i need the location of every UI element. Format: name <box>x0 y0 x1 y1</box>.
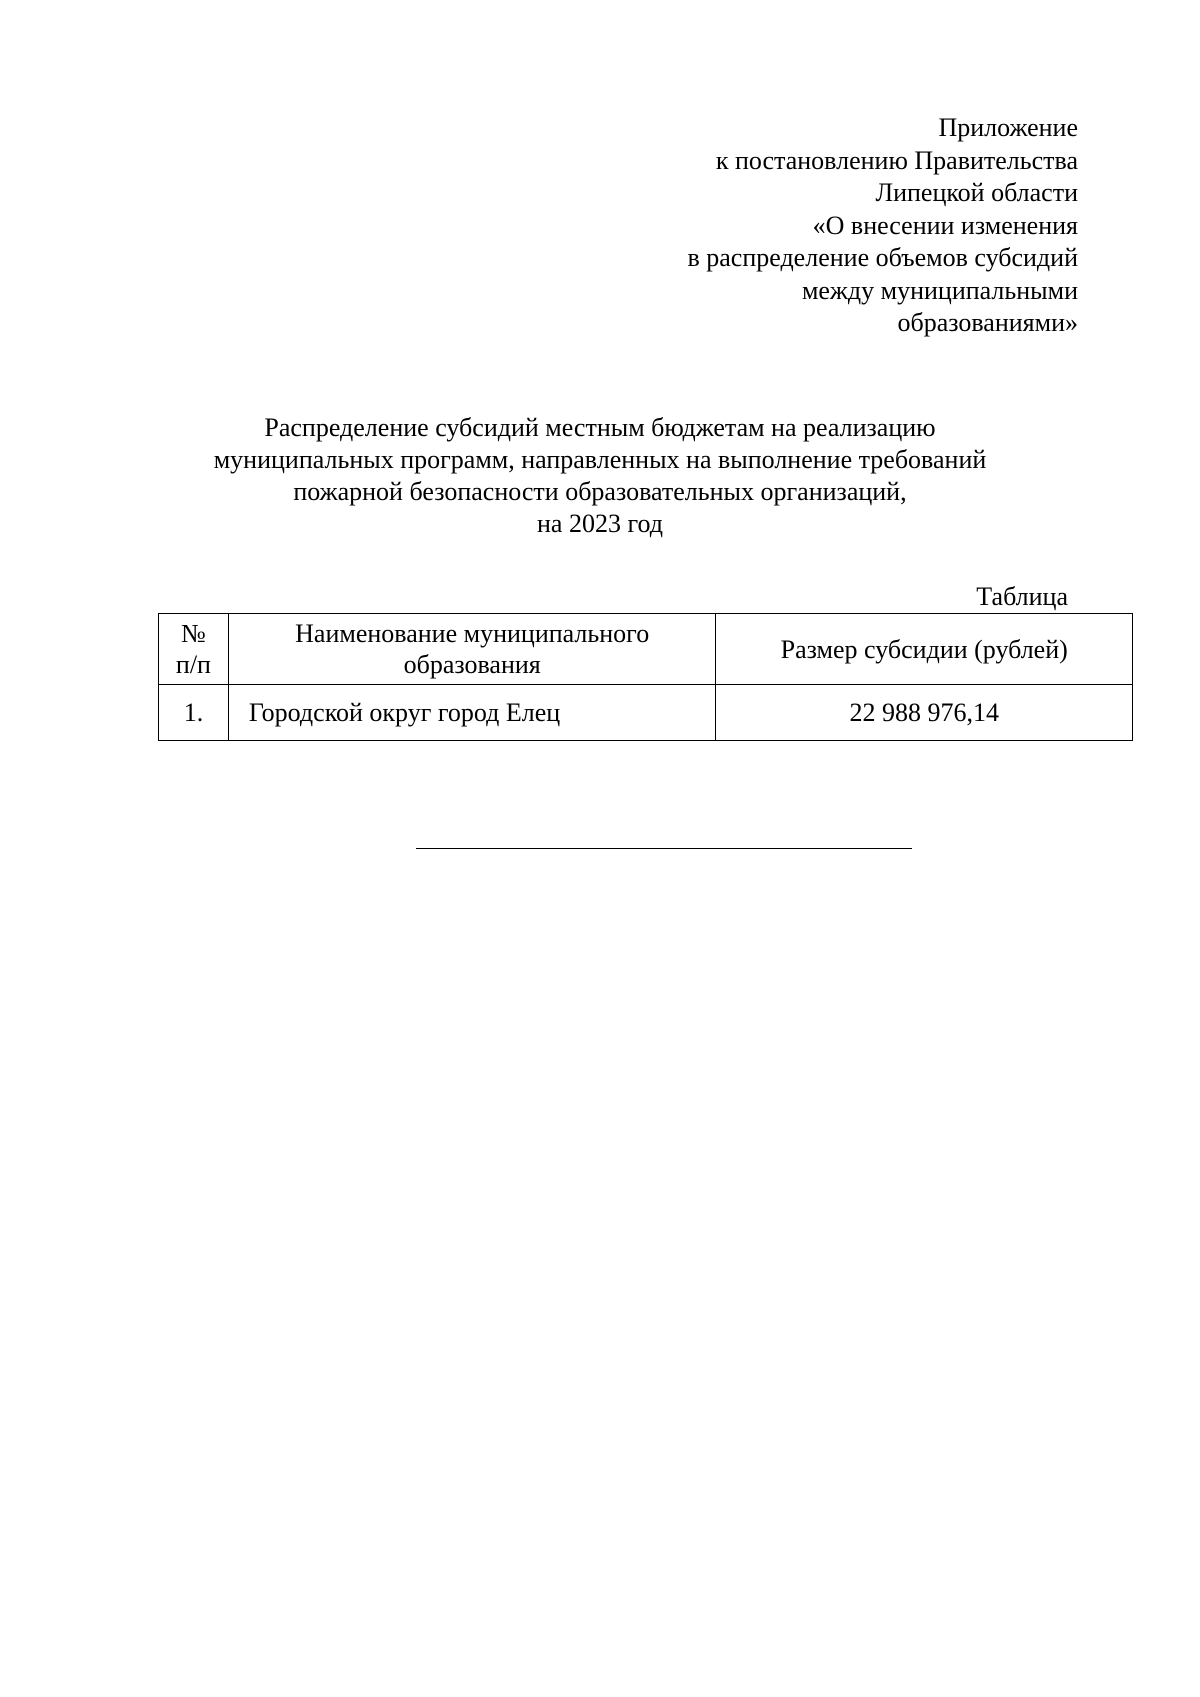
appendix-line: в распределение объемов субсидий <box>687 243 1078 272</box>
row-subsidy-amount: 22 988 976,14 <box>716 685 1133 741</box>
header-num-line: п/п <box>175 650 211 679</box>
header-num <box>159 614 229 685</box>
title-line: Распределение субсидий местным бюджетам на реализацию <box>264 413 936 442</box>
appendix-line: «О внесении изменения <box>812 210 1078 240</box>
appendix-line: Липецкой области <box>875 178 1078 207</box>
header-name-line: образования <box>403 650 541 679</box>
row-municipality-name: Городской округ город Елец <box>228 685 716 741</box>
end-separator-line <box>416 848 912 849</box>
header-num-line: № <box>181 619 206 648</box>
appendix-block <box>558 112 1078 340</box>
title-line: пожарной безопасности образовательных организаций, <box>293 477 907 506</box>
appendix-line: Приложение <box>938 113 1078 142</box>
table-row <box>159 685 1133 741</box>
table-header-row <box>159 614 1133 685</box>
appendix-line: к постановлению Правительства <box>715 145 1078 175</box>
header-name-line: Наименование муниципального <box>295 619 650 648</box>
appendix-line: образованиями» <box>897 308 1078 337</box>
appendix-line: между муниципальными <box>801 275 1078 305</box>
row-num: 1. <box>159 685 229 741</box>
subsidy-table <box>158 613 1133 741</box>
title-line: на 2023 год <box>537 509 663 538</box>
document-title <box>160 412 1040 540</box>
header-amount: Размер субсидии (рублей) <box>716 614 1133 685</box>
table-label: Таблица <box>976 582 1068 611</box>
title-line: муниципальных программ, направленных на выполнение требований <box>213 445 987 474</box>
header-name <box>228 614 716 685</box>
